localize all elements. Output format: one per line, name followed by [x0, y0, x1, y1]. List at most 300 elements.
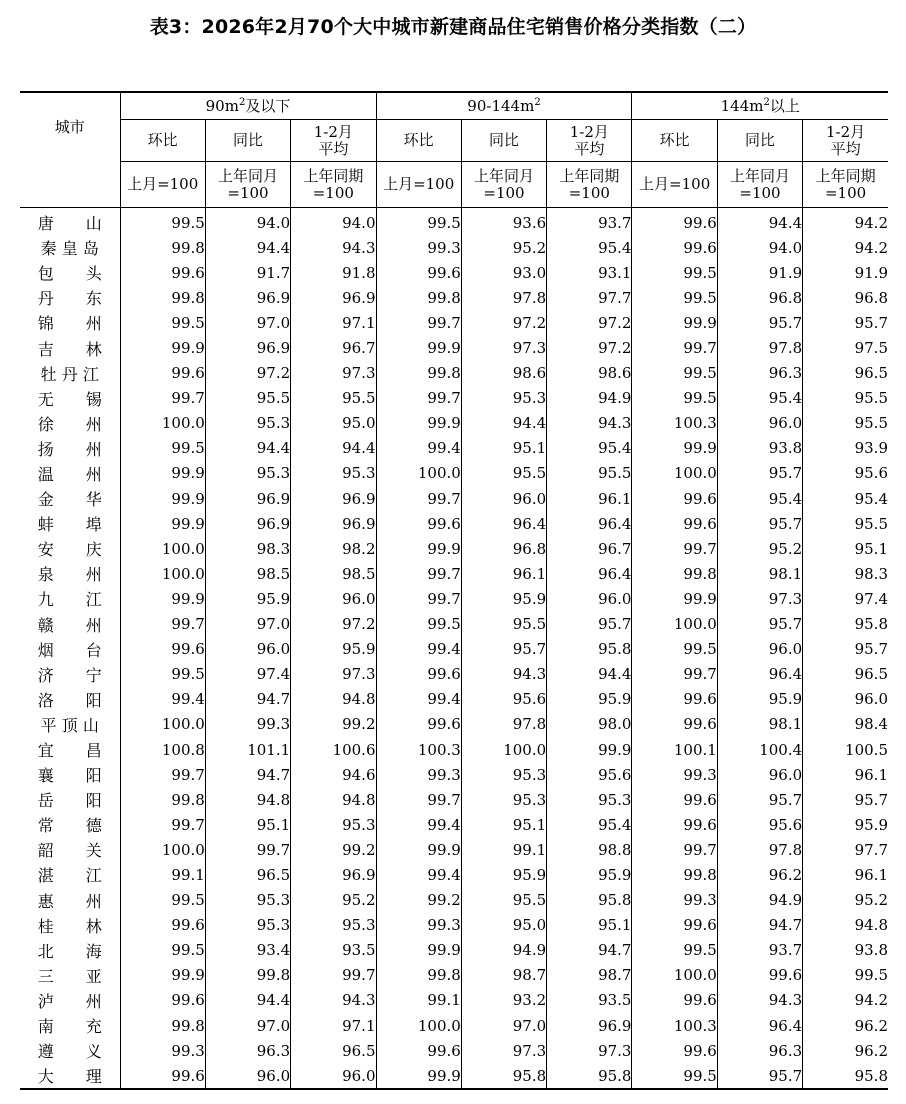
cell-under-90-avg: 96.7: [291, 335, 376, 360]
table-row: [20, 536, 888, 561]
cell-90-144-avg: 99.9: [547, 737, 632, 762]
cell-90-144-avg: 97.2: [547, 335, 632, 360]
cell-under-90-yoy: 98.3: [205, 536, 290, 561]
cell-90-144-mom: 99.6: [376, 662, 461, 687]
table-row: [20, 862, 888, 887]
cell-over-144-mom: 99.6: [632, 712, 717, 737]
cell-under-90-mom: 99.9: [120, 335, 205, 360]
cell-under-90-yoy: 91.7: [205, 260, 290, 285]
table-row: [20, 511, 888, 536]
city-name: 韶 关: [20, 837, 120, 862]
city-name: 南 充: [20, 1013, 120, 1038]
cell-under-90-mom: 99.6: [120, 1063, 205, 1089]
cell-90-144-yoy: 95.1: [461, 436, 546, 461]
cell-over-144-avg: 98.4: [854, 715, 888, 734]
cell-over-144-yoy: 95.7: [717, 461, 802, 486]
table-row: [20, 561, 888, 586]
cell-under-90-mom: 100.0: [120, 561, 205, 586]
cell-under-90-mom: 99.7: [120, 762, 205, 787]
sub-header-yoy: 同比: [205, 120, 290, 162]
cell-over-144-yoy: 96.3: [717, 1038, 802, 1063]
cell-90-144-mom: 99.1: [376, 988, 461, 1013]
column-header-city: 城市: [20, 92, 120, 162]
table-row: [20, 712, 888, 737]
cell-under-90-yoy: 97.4: [205, 662, 290, 687]
base-header-yoy: 上年同月 =100: [717, 162, 802, 208]
cell-over-144-avg: 96.2: [854, 1041, 888, 1060]
cell-under-90-avg: 94.0: [291, 208, 376, 236]
table-row: [20, 888, 888, 913]
city-name: 桂 林: [20, 913, 120, 938]
cell-under-90-mom: 99.6: [120, 361, 205, 386]
cell-over-144-mom: 99.6: [632, 687, 717, 712]
cell-90-144-avg: 96.9: [547, 1013, 632, 1038]
cell-90-144-yoy: 98.7: [461, 963, 546, 988]
cell-over-144-avg: 95.7: [854, 313, 888, 332]
cell-under-90-yoy: 94.8: [205, 787, 290, 812]
cell-over-144-mom: 99.7: [632, 837, 717, 862]
cell-over-144-yoy: 97.8: [717, 837, 802, 862]
city-name: 包 头: [20, 260, 120, 285]
sub-header-avg: 1-2月 平均: [547, 120, 632, 162]
cell-under-90-yoy: 101.1: [205, 737, 290, 762]
cell-under-90-mom: 99.5: [120, 208, 205, 236]
cell-over-144-avg: 91.9: [854, 263, 888, 282]
cell-over-144-mom: 100.1: [632, 737, 717, 762]
cell-over-144-avg: 97.4: [854, 589, 888, 608]
cell-under-90-mom: 99.9: [120, 586, 205, 611]
table-row: [20, 461, 888, 486]
city-name: 洛 阳: [20, 687, 120, 712]
cell-over-144-avg: 96.2: [854, 1016, 888, 1035]
cell-90-144-yoy: 95.1: [461, 812, 546, 837]
cell-90-144-mom: 99.6: [376, 260, 461, 285]
cell-over-144-avg: 95.5: [854, 514, 888, 533]
cell-90-144-yoy: 93.6: [461, 208, 546, 236]
cell-under-90-yoy: 99.8: [205, 963, 290, 988]
cell-under-90-mom: 99.6: [120, 260, 205, 285]
cell-over-144-yoy: 95.7: [717, 310, 802, 335]
cell-over-144-avg: 96.5: [854, 665, 888, 684]
sub-header-mom: 环比: [120, 120, 205, 162]
cell-90-144-avg: 97.3: [547, 1038, 632, 1063]
cell-under-90-yoy: 93.4: [205, 938, 290, 963]
cell-over-144-mom: 99.9: [632, 310, 717, 335]
cell-90-144-mom: 99.3: [376, 762, 461, 787]
city-name: 岳 阳: [20, 787, 120, 812]
cell-over-144-mom: 99.6: [632, 787, 717, 812]
cell-90-144-mom: 99.4: [376, 862, 461, 887]
cell-90-144-mom: 99.9: [376, 837, 461, 862]
cell-over-144-mom: 100.0: [632, 612, 717, 637]
cell-90-144-mom: 99.7: [376, 486, 461, 511]
cell-over-144-mom: 99.8: [632, 862, 717, 887]
sub-header-avg: 1-2月 平均: [291, 120, 376, 162]
cell-under-90-avg: 97.2: [291, 612, 376, 637]
cell-under-90-avg: 95.3: [291, 812, 376, 837]
cell-over-144-mom: 99.6: [632, 1038, 717, 1063]
cell-over-144-yoy: 94.7: [717, 913, 802, 938]
cell-90-144-avg: 93.1: [547, 260, 632, 285]
city-name: 湛 江: [20, 862, 120, 887]
cell-under-90-yoy: 95.3: [205, 913, 290, 938]
cell-over-144-mom: 100.0: [632, 461, 717, 486]
cell-90-144-yoy: 99.1: [461, 837, 546, 862]
cell-under-90-mom: 99.7: [120, 612, 205, 637]
city-name: 惠 州: [20, 888, 120, 913]
table-row: [20, 208, 888, 236]
cell-over-144-mom: 99.6: [632, 486, 717, 511]
cell-under-90-yoy: 94.0: [205, 208, 290, 236]
cell-90-144-avg: 95.6: [547, 762, 632, 787]
cell-90-144-yoy: 95.3: [461, 762, 546, 787]
cell-90-144-mom: 99.3: [376, 235, 461, 260]
cell-under-90-avg: 94.3: [291, 235, 376, 260]
cell-over-144-avg: 96.5: [854, 364, 888, 383]
cell-under-90-avg: 91.8: [291, 260, 376, 285]
cell-under-90-avg: 96.9: [291, 511, 376, 536]
cell-90-144-mom: 99.5: [376, 208, 461, 236]
city-name: 常 德: [20, 812, 120, 837]
group-header-over-144: $144m^2$以上: [632, 92, 888, 120]
cell-over-144-yoy: 96.4: [717, 1013, 802, 1038]
cell-90-144-yoy: 95.3: [461, 787, 546, 812]
base-header-mom: 上月=100: [632, 162, 717, 208]
cell-under-90-mom: 99.6: [120, 637, 205, 662]
cell-90-144-mom: 100.0: [376, 461, 461, 486]
cell-90-144-yoy: 95.9: [461, 586, 546, 611]
cell-over-144-mom: 99.5: [632, 637, 717, 662]
cell-over-144-mom: 99.8: [632, 561, 717, 586]
cell-90-144-yoy: 97.8: [461, 285, 546, 310]
cell-under-90-avg: 98.5: [291, 561, 376, 586]
cell-under-90-yoy: 96.9: [205, 285, 290, 310]
sub-header-mom: 环比: [632, 120, 717, 162]
city-name: 无 锡: [20, 386, 120, 411]
sub-header-mom: 环比: [376, 120, 461, 162]
cell-under-90-yoy: 95.5: [205, 386, 290, 411]
cell-under-90-avg: 95.5: [291, 386, 376, 411]
cell-90-144-yoy: 93.0: [461, 260, 546, 285]
cell-90-144-mom: 99.7: [376, 787, 461, 812]
cell-under-90-mom: 99.4: [120, 687, 205, 712]
table-header: [20, 92, 888, 208]
cell-90-144-avg: 97.7: [547, 285, 632, 310]
cell-90-144-yoy: 95.7: [461, 637, 546, 662]
cell-over-144-yoy: 94.9: [717, 888, 802, 913]
sub-header-yoy: 同比: [717, 120, 802, 162]
table-row: [20, 687, 888, 712]
cell-over-144-avg: 95.7: [854, 790, 888, 809]
cell-over-144-mom: 99.6: [632, 913, 717, 938]
cell-under-90-avg: 98.2: [291, 536, 376, 561]
cell-under-90-mom: 99.9: [120, 511, 205, 536]
table-row: [20, 335, 888, 360]
cell-over-144-avg: 95.5: [854, 414, 888, 433]
cell-over-144-avg: 99.5: [854, 966, 888, 985]
cell-under-90-yoy: 97.0: [205, 612, 290, 637]
sub-header-avg: 1-2月 平均: [803, 120, 888, 162]
cell-over-144-mom: 99.6: [632, 235, 717, 260]
cell-90-144-mom: 99.9: [376, 335, 461, 360]
cell-90-144-avg: 95.8: [547, 1063, 632, 1089]
table-row: [20, 637, 888, 662]
table-row: [20, 737, 888, 762]
cell-90-144-mom: 99.7: [376, 386, 461, 411]
cell-over-144-yoy: 97.3: [717, 586, 802, 611]
cell-under-90-yoy: 94.4: [205, 988, 290, 1013]
cell-over-144-mom: 99.5: [632, 938, 717, 963]
sub-header-yoy: 同比: [461, 120, 546, 162]
table-row: [20, 1063, 888, 1089]
cell-over-144-yoy: 96.0: [717, 762, 802, 787]
base-header-yoy: 上年同月 =100: [205, 162, 290, 208]
cell-over-144-avg: 96.8: [854, 288, 888, 307]
price-index-table: [20, 91, 888, 1090]
cell-over-144-avg: 95.1: [854, 539, 888, 558]
cell-90-144-avg: 96.0: [547, 586, 632, 611]
city-name: 平 顶 山: [20, 712, 120, 737]
city-name: 吉 林: [20, 335, 120, 360]
cell-90-144-yoy: 95.5: [461, 461, 546, 486]
cell-under-90-avg: 96.5: [291, 1038, 376, 1063]
cell-90-144-mom: 99.9: [376, 1063, 461, 1089]
cell-over-144-yoy: 93.7: [717, 938, 802, 963]
cell-over-144-yoy: 93.8: [717, 436, 802, 461]
table-row: [20, 260, 888, 285]
cell-90-144-mom: 100.0: [376, 1013, 461, 1038]
cell-over-144-yoy: 96.8: [717, 285, 802, 310]
table-row: [20, 662, 888, 687]
city-name: 济 宁: [20, 662, 120, 687]
cell-over-144-mom: 100.0: [632, 963, 717, 988]
cell-under-90-yoy: 94.7: [205, 762, 290, 787]
group-header-90-144: $90-144m^2$: [376, 92, 632, 120]
cell-over-144-yoy: 95.7: [717, 612, 802, 637]
cell-90-144-avg: 95.1: [547, 913, 632, 938]
table-row: [20, 762, 888, 787]
cell-over-144-mom: 99.7: [632, 335, 717, 360]
table-row: [20, 913, 888, 938]
cell-90-144-yoy: 95.0: [461, 913, 546, 938]
cell-under-90-avg: 95.2: [291, 888, 376, 913]
cell-90-144-yoy: 95.5: [461, 888, 546, 913]
cell-90-144-mom: 99.7: [376, 561, 461, 586]
cell-over-144-yoy: 95.4: [717, 486, 802, 511]
cell-over-144-mom: 99.9: [632, 586, 717, 611]
cell-under-90-yoy: 99.3: [205, 712, 290, 737]
cell-90-144-avg: 95.9: [547, 687, 632, 712]
cell-under-90-avg: 96.9: [291, 486, 376, 511]
base-header-yoy: 上年同月 =100: [461, 162, 546, 208]
cell-under-90-mom: 99.3: [120, 1038, 205, 1063]
cell-under-90-mom: 100.0: [120, 712, 205, 737]
table-row: [20, 988, 888, 1013]
cell-under-90-mom: 100.8: [120, 737, 205, 762]
city-name: 丹 东: [20, 285, 120, 310]
cell-under-90-mom: 100.0: [120, 411, 205, 436]
cell-under-90-avg: 96.9: [291, 285, 376, 310]
cell-90-144-yoy: 96.4: [461, 511, 546, 536]
city-name: 大 理: [20, 1063, 120, 1089]
city-name: 牡 丹 江: [20, 361, 120, 386]
base-header-avg: 上年同期 =100: [803, 162, 888, 208]
table-row: [20, 361, 888, 386]
cell-under-90-mom: 99.5: [120, 938, 205, 963]
cell-90-144-avg: 93.5: [547, 988, 632, 1013]
cell-90-144-yoy: 95.3: [461, 386, 546, 411]
cell-under-90-avg: 93.5: [291, 938, 376, 963]
cell-90-144-avg: 95.5: [547, 461, 632, 486]
cell-under-90-avg: 99.2: [291, 712, 376, 737]
cell-under-90-mom: 99.9: [120, 963, 205, 988]
cell-over-144-yoy: 91.9: [717, 260, 802, 285]
cell-90-144-mom: 99.2: [376, 888, 461, 913]
cell-90-144-avg: 96.7: [547, 536, 632, 561]
cell-under-90-mom: 99.8: [120, 235, 205, 260]
cell-over-144-mom: 100.3: [632, 411, 717, 436]
cell-over-144-yoy: 95.4: [717, 386, 802, 411]
city-name: 泉 州: [20, 561, 120, 586]
cell-90-144-avg: 98.0: [547, 712, 632, 737]
cell-under-90-yoy: 96.0: [205, 637, 290, 662]
cell-over-144-avg: 93.8: [854, 941, 888, 960]
cell-90-144-mom: 99.9: [376, 938, 461, 963]
cell-90-144-mom: 99.6: [376, 712, 461, 737]
cell-under-90-mom: 99.8: [120, 787, 205, 812]
cell-over-144-yoy: 96.3: [717, 361, 802, 386]
cell-over-144-mom: 99.3: [632, 888, 717, 913]
cell-over-144-avg: 96.0: [854, 690, 888, 709]
cell-over-144-mom: 99.7: [632, 662, 717, 687]
cell-over-144-avg: 95.6: [854, 464, 888, 483]
table-row: [20, 1013, 888, 1038]
city-name: 遵 义: [20, 1038, 120, 1063]
cell-under-90-yoy: 95.1: [205, 812, 290, 837]
cell-under-90-mom: 99.9: [120, 486, 205, 511]
cell-90-144-yoy: 95.9: [461, 862, 546, 887]
cell-90-144-yoy: 95.2: [461, 235, 546, 260]
cell-90-144-yoy: 96.0: [461, 486, 546, 511]
cell-over-144-yoy: 96.2: [717, 862, 802, 887]
cell-under-90-mom: 99.5: [120, 310, 205, 335]
cell-under-90-yoy: 96.9: [205, 486, 290, 511]
city-name: 赣 州: [20, 612, 120, 637]
cell-over-144-mom: 99.6: [632, 988, 717, 1013]
cell-over-144-mom: 99.5: [632, 1063, 717, 1089]
table-row: [20, 837, 888, 862]
cell-90-144-yoy: 96.8: [461, 536, 546, 561]
city-name: 扬 州: [20, 436, 120, 461]
cell-under-90-mom: 99.8: [120, 1013, 205, 1038]
cell-90-144-mom: 99.8: [376, 285, 461, 310]
cell-under-90-avg: 99.2: [291, 837, 376, 862]
cell-under-90-avg: 94.6: [291, 762, 376, 787]
cell-under-90-avg: 96.0: [291, 1063, 376, 1089]
cell-over-144-yoy: 96.0: [717, 411, 802, 436]
cell-90-144-mom: 99.3: [376, 913, 461, 938]
cell-90-144-yoy: 97.0: [461, 1013, 546, 1038]
cell-90-144-yoy: 94.4: [461, 411, 546, 436]
cell-90-144-mom: 99.4: [376, 436, 461, 461]
city-name: 北 海: [20, 938, 120, 963]
cell-under-90-yoy: 94.4: [205, 436, 290, 461]
table-row: [20, 486, 888, 511]
table-row: [20, 436, 888, 461]
cell-over-144-yoy: 96.0: [717, 637, 802, 662]
cell-90-144-mom: 100.3: [376, 737, 461, 762]
group-header-under-90: $90m^2$及以下: [120, 92, 376, 120]
cell-90-144-avg: 96.1: [547, 486, 632, 511]
cell-under-90-yoy: 96.3: [205, 1038, 290, 1063]
cell-under-90-yoy: 95.3: [205, 461, 290, 486]
cell-under-90-avg: 97.3: [291, 662, 376, 687]
cell-over-144-avg: 95.8: [803, 1063, 888, 1089]
cell-90-144-yoy: 97.3: [461, 1038, 546, 1063]
cell-over-144-avg: 100.5: [845, 740, 888, 759]
cell-over-144-mom: 99.6: [632, 511, 717, 536]
cell-over-144-yoy: 94.3: [717, 988, 802, 1013]
cell-under-90-avg: 95.9: [291, 637, 376, 662]
cell-over-144-yoy: 95.2: [717, 536, 802, 561]
cell-over-144-avg: 94.2: [854, 213, 888, 232]
table-row: [20, 787, 888, 812]
cell-under-90-mom: 99.1: [120, 862, 205, 887]
cell-90-144-avg: 95.4: [547, 436, 632, 461]
cell-90-144-yoy: 97.8: [461, 712, 546, 737]
cell-90-144-avg: 94.9: [547, 386, 632, 411]
cell-under-90-avg: 96.9: [291, 862, 376, 887]
cell-90-144-avg: 96.4: [547, 561, 632, 586]
cell-over-144-avg: 95.9: [854, 815, 888, 834]
cell-under-90-avg: 97.1: [291, 310, 376, 335]
cell-over-144-yoy: 96.4: [717, 662, 802, 687]
table-row: [20, 411, 888, 436]
cell-over-144-avg: 95.7: [854, 640, 888, 659]
cell-90-144-yoy: 100.0: [461, 737, 546, 762]
cell-over-144-yoy: 97.8: [717, 335, 802, 360]
cell-90-144-avg: 95.4: [547, 812, 632, 837]
cell-over-144-yoy: 98.1: [717, 712, 802, 737]
cell-over-144-yoy: 99.6: [717, 963, 802, 988]
cell-90-144-mom: 99.4: [376, 687, 461, 712]
city-name: 金 华: [20, 486, 120, 511]
cell-90-144-mom: 99.6: [376, 1038, 461, 1063]
city-name: 锦 州: [20, 310, 120, 335]
city-name: 温 州: [20, 461, 120, 486]
cell-90-144-yoy: 94.3: [461, 662, 546, 687]
table-row: [20, 938, 888, 963]
cell-under-90-yoy: 96.9: [205, 511, 290, 536]
table-row: [20, 612, 888, 637]
cell-over-144-avg: 94.2: [854, 238, 888, 257]
cell-90-144-yoy: 95.8: [461, 1063, 546, 1089]
cell-90-144-mom: 99.7: [376, 310, 461, 335]
cell-over-144-mom: 99.5: [632, 260, 717, 285]
cell-90-144-yoy: 95.6: [461, 687, 546, 712]
cell-under-90-yoy: 98.5: [205, 561, 290, 586]
cell-over-144-yoy: 95.7: [717, 1063, 802, 1089]
cell-90-144-mom: 99.8: [376, 963, 461, 988]
table-row: [20, 386, 888, 411]
table-row: [20, 285, 888, 310]
cell-over-144-yoy: 94.0: [717, 235, 802, 260]
cell-over-144-yoy: 95.6: [717, 812, 802, 837]
cell-90-144-avg: 98.8: [547, 837, 632, 862]
base-header-mom: 上月=100: [120, 162, 205, 208]
cell-over-144-avg: 94.8: [854, 916, 888, 935]
cell-under-90-yoy: 99.7: [205, 837, 290, 862]
